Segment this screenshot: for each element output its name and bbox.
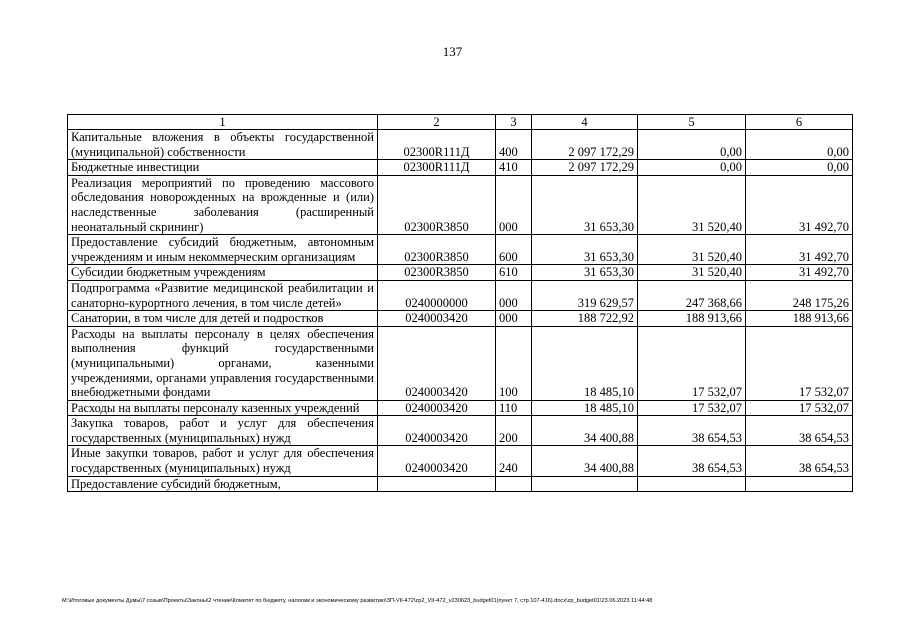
cell-code: 0240003420 [378, 446, 496, 476]
cell-value-5: 38 654,53 [638, 446, 746, 476]
table-row [68, 400, 853, 416]
cell-code: 02300R111Д [378, 130, 496, 160]
col-header-4: 4 [532, 115, 638, 130]
cell-value-4: 2 097 172,29 [532, 130, 638, 160]
cell-kvr: 240 [496, 446, 532, 476]
cell-value-4: 34 400,88 [532, 416, 638, 446]
cell-name: Субсидии бюджетным учреждениям [68, 265, 378, 281]
cell-value-4: 18 485,10 [532, 326, 638, 400]
cell-value-4: 34 400,88 [532, 446, 638, 476]
cell-kvr: 000 [496, 311, 532, 327]
cell-value-6: 17 532,07 [746, 400, 853, 416]
cell-value-5: 31 520,40 [638, 235, 746, 265]
col-header-2: 2 [378, 115, 496, 130]
cell-value-6 [746, 476, 853, 492]
col-header-6: 6 [746, 115, 853, 130]
cell-value-6: 31 492,70 [746, 265, 853, 281]
cell-code: 0240000000 [378, 280, 496, 310]
cell-kvr: 410 [496, 160, 532, 176]
cell-name: Расходы на выплаты персоналу в целях обеспечения выполнения функций государственными (муниципальными) органами, казенными учреждениями, органами управления государственными внебюджетными фондами [68, 326, 378, 400]
cell-kvr: 000 [496, 280, 532, 310]
cell-code: 0240003420 [378, 311, 496, 327]
cell-kvr: 400 [496, 130, 532, 160]
cell-code: 0240003420 [378, 416, 496, 446]
table-row [68, 326, 853, 400]
cell-value-6: 0,00 [746, 160, 853, 176]
cell-value-6: 0,00 [746, 130, 853, 160]
table-row [68, 446, 853, 476]
cell-value-4: 2 097 172,29 [532, 160, 638, 176]
table-row [68, 130, 853, 160]
cell-value-5: 188 913,66 [638, 311, 746, 327]
cell-kvr: 110 [496, 400, 532, 416]
cell-value-4: 31 653,30 [532, 265, 638, 281]
file-path-footer: M:\Итоговые документы Думы\7 созыв\Проекты\Законы\2 чтение\Комитет по бюджету, налогам и экономическому развитию\ЗП-VII-472\zp2_VII-472_v230623_budget01(пункт 7, стр.107-416).docx\zp_budget01\23.06.2023 11:44:48 [62, 598, 653, 604]
cell-value-5: 38 654,53 [638, 416, 746, 446]
cell-value-5: 17 532,07 [638, 400, 746, 416]
cell-value-6: 31 492,70 [746, 235, 853, 265]
cell-value-5: 17 532,07 [638, 326, 746, 400]
cell-name: Бюджетные инвестиции [68, 160, 378, 176]
cell-kvr: 200 [496, 416, 532, 446]
col-header-1: 1 [68, 115, 378, 130]
cell-name: Закупка товаров, работ и услуг для обеспечения государственных (муниципальных) нужд [68, 416, 378, 446]
cell-code: 0240003420 [378, 400, 496, 416]
cell-value-5: 0,00 [638, 130, 746, 160]
table-row [68, 265, 853, 281]
cell-kvr: 610 [496, 265, 532, 281]
cell-value-4: 31 653,30 [532, 175, 638, 234]
col-header-5: 5 [638, 115, 746, 130]
cell-name: Капитальные вложения в объекты государственной (муниципальной) собственности [68, 130, 378, 160]
cell-value-6: 31 492,70 [746, 175, 853, 234]
cell-value-5: 31 520,40 [638, 265, 746, 281]
cell-value-5: 247 368,66 [638, 280, 746, 310]
table-row [68, 476, 853, 492]
cell-value-4: 18 485,10 [532, 400, 638, 416]
cell-name: Расходы на выплаты персоналу казенных учреждений [68, 400, 378, 416]
cell-kvr [496, 476, 532, 492]
cell-name: Иные закупки товаров, работ и услуг для обеспечения государственных (муниципальных) нужд [68, 446, 378, 476]
cell-code: 02300R111Д [378, 160, 496, 176]
col-header-3: 3 [496, 115, 532, 130]
table-body [68, 130, 853, 492]
cell-value-4: 31 653,30 [532, 235, 638, 265]
cell-value-6: 188 913,66 [746, 311, 853, 327]
cell-value-5 [638, 476, 746, 492]
cell-name: Подпрограмма «Развитие медицинской реабилитации и санаторно-курортного лечения, в том числе детей» [68, 280, 378, 310]
cell-code: 0240003420 [378, 326, 496, 400]
cell-value-6: 248 175,26 [746, 280, 853, 310]
table-row [68, 311, 853, 327]
cell-kvr: 100 [496, 326, 532, 400]
cell-code: 02300R3850 [378, 175, 496, 234]
cell-code: 02300R3850 [378, 235, 496, 265]
cell-name: Предоставление субсидий бюджетным, автономным учреждениям и иным некоммерческим организациям [68, 235, 378, 265]
cell-kvr: 000 [496, 175, 532, 234]
cell-value-6: 38 654,53 [746, 446, 853, 476]
cell-name: Предоставление субсидий бюджетным, [68, 476, 378, 492]
table-row [68, 160, 853, 176]
cell-value-6: 38 654,53 [746, 416, 853, 446]
page-number: 137 [442, 44, 463, 59]
table-row [68, 280, 853, 310]
cell-value-6: 17 532,07 [746, 326, 853, 400]
cell-name: Санатории, в том числе для детей и подростков [68, 311, 378, 327]
cell-value-5: 31 520,40 [638, 175, 746, 234]
table-row [68, 235, 853, 265]
cell-value-4: 188 722,92 [532, 311, 638, 327]
table-header-row [68, 115, 853, 130]
cell-value-5: 0,00 [638, 160, 746, 176]
table-row [68, 175, 853, 234]
cell-value-4 [532, 476, 638, 492]
cell-kvr: 600 [496, 235, 532, 265]
cell-code [378, 476, 496, 492]
budget-table [67, 114, 853, 492]
cell-name: Реализация мероприятий по проведению массового обследования новорожденных на врожденные и (или) наследственные заболевания (расширенный неонатальный скрининг) [68, 175, 378, 234]
table-row [68, 416, 853, 446]
cell-code: 02300R3850 [378, 265, 496, 281]
cell-value-4: 319 629,57 [532, 280, 638, 310]
